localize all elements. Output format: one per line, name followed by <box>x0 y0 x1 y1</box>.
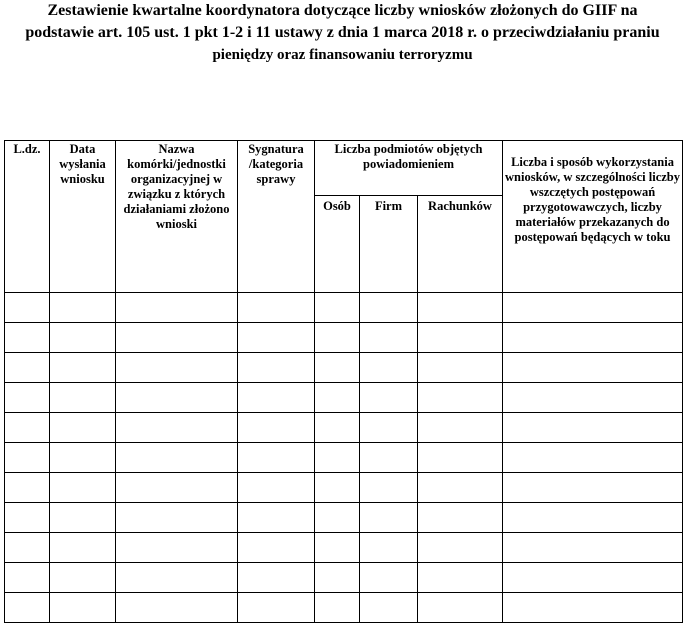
table-cell[interactable] <box>50 323 116 353</box>
header-liczba-sposob: Liczba i sposób wykorzystania wniosków, w szczególności liczby wszczętych postępowań przygotowawczych, liczby materiałów przekazanych do postępowań będących w toku <box>503 141 683 293</box>
table-cell[interactable] <box>360 323 418 353</box>
table-cell[interactable] <box>116 323 238 353</box>
table-cell[interactable] <box>238 473 315 503</box>
table-cell[interactable] <box>116 503 238 533</box>
table-cell[interactable] <box>315 473 360 503</box>
table-cell[interactable] <box>5 563 50 593</box>
table-cell[interactable] <box>5 593 50 623</box>
header-liczba-podmiotow: Liczba podmiotów objętych powiadomieniem <box>315 141 503 196</box>
table-cell[interactable] <box>360 443 418 473</box>
table-cell[interactable] <box>503 413 683 443</box>
header-rachunkow: Rachunków <box>418 196 503 293</box>
header-firm: Firm <box>360 196 418 293</box>
document-title <box>0 0 685 66</box>
table-cell[interactable] <box>238 353 315 383</box>
table-cell[interactable] <box>315 413 360 443</box>
table-cell[interactable] <box>503 593 683 623</box>
table-cell[interactable] <box>418 503 503 533</box>
title-line-3: pieniędzy oraz finansowaniu terroryzmu <box>212 47 473 63</box>
table-cell[interactable] <box>5 503 50 533</box>
table-cell[interactable] <box>50 413 116 443</box>
table-cell[interactable] <box>315 323 360 353</box>
table-cell[interactable] <box>360 533 418 563</box>
title-line-1: Zestawienie kwartalne koordynatora dotyczące liczby wniosków złożonych do GIIF na <box>47 2 638 19</box>
table-cell[interactable] <box>418 473 503 503</box>
header-osob: Osób <box>315 196 360 293</box>
table-cell[interactable] <box>360 593 418 623</box>
table-cell[interactable] <box>238 563 315 593</box>
table-cell[interactable] <box>503 533 683 563</box>
table-cell[interactable] <box>116 293 238 323</box>
header-ldz: L.dz. <box>5 141 50 293</box>
table-row <box>5 563 683 593</box>
table-cell[interactable] <box>418 443 503 473</box>
table-cell[interactable] <box>50 563 116 593</box>
table-cell[interactable] <box>315 503 360 533</box>
table-cell[interactable] <box>360 563 418 593</box>
table-row <box>5 443 683 473</box>
table-cell[interactable] <box>360 413 418 443</box>
table-cell[interactable] <box>418 593 503 623</box>
table-cell[interactable] <box>50 593 116 623</box>
table-row <box>5 383 683 413</box>
table-cell[interactable] <box>5 353 50 383</box>
table-cell[interactable] <box>50 473 116 503</box>
table-cell[interactable] <box>50 533 116 563</box>
table-cell[interactable] <box>418 383 503 413</box>
header-data-wyslania: Data wysłania wniosku <box>50 141 116 293</box>
table-cell[interactable] <box>50 353 116 383</box>
table-cell[interactable] <box>315 593 360 623</box>
table-row <box>5 473 683 503</box>
table-cell[interactable] <box>238 443 315 473</box>
table-cell[interactable] <box>315 533 360 563</box>
table-cell[interactable] <box>503 563 683 593</box>
table-cell[interactable] <box>116 413 238 443</box>
table-cell[interactable] <box>116 353 238 383</box>
table-row <box>5 323 683 353</box>
table-cell[interactable] <box>50 383 116 413</box>
table-row <box>5 533 683 563</box>
table-cell[interactable] <box>360 503 418 533</box>
table-cell[interactable] <box>315 443 360 473</box>
table-cell[interactable] <box>360 383 418 413</box>
table-cell[interactable] <box>503 353 683 383</box>
table-cell[interactable] <box>503 503 683 533</box>
table-cell[interactable] <box>238 293 315 323</box>
table-cell[interactable] <box>5 443 50 473</box>
table-cell[interactable] <box>503 293 683 323</box>
table-cell[interactable] <box>238 383 315 413</box>
table-cell[interactable] <box>5 413 50 443</box>
table-cell[interactable] <box>238 593 315 623</box>
table-cell[interactable] <box>315 293 360 323</box>
table-cell[interactable] <box>50 293 116 323</box>
table-cell[interactable] <box>238 413 315 443</box>
table-cell[interactable] <box>418 353 503 383</box>
header-nazwa-komorki: Nazwa komórki/jednostki organizacyjnej w związku z których działaniami złożono wnioski <box>116 141 238 293</box>
table-cell[interactable] <box>503 473 683 503</box>
table-cell[interactable] <box>418 563 503 593</box>
table-cell[interactable] <box>5 293 50 323</box>
table-cell[interactable] <box>503 443 683 473</box>
table-cell[interactable] <box>418 323 503 353</box>
table-cell[interactable] <box>360 473 418 503</box>
table-cell[interactable] <box>5 533 50 563</box>
table-cell[interactable] <box>50 503 116 533</box>
table-cell[interactable] <box>5 473 50 503</box>
table-row <box>5 503 683 533</box>
table-cell[interactable] <box>50 443 116 473</box>
table-cell[interactable] <box>238 323 315 353</box>
table-cell[interactable] <box>238 503 315 533</box>
table-cell[interactable] <box>418 413 503 443</box>
table-row <box>5 293 683 323</box>
table-cell[interactable] <box>116 533 238 563</box>
report-table <box>4 140 683 623</box>
title-line-2: podstawie art. 105 ust. 1 pkt 1-2 i 11 ustawy z dnia 1 marca 2018 r. o przeciwdziałaniu praniu <box>25 24 660 41</box>
table-cell[interactable] <box>238 533 315 563</box>
table-cell[interactable] <box>503 383 683 413</box>
table-body <box>5 293 683 623</box>
table-cell[interactable] <box>418 533 503 563</box>
table-cell[interactable] <box>116 473 238 503</box>
table-cell[interactable] <box>5 383 50 413</box>
table-cell[interactable] <box>315 383 360 413</box>
table-cell[interactable] <box>116 383 238 413</box>
table-row <box>5 413 683 443</box>
table-cell[interactable] <box>503 323 683 353</box>
header-sygnatura: Sygnatura /kategoria sprawy <box>238 141 315 293</box>
table-cell[interactable] <box>315 563 360 593</box>
table-cell[interactable] <box>315 353 360 383</box>
table-cell[interactable] <box>360 353 418 383</box>
table-row <box>5 353 683 383</box>
table-cell[interactable] <box>5 323 50 353</box>
table-cell[interactable] <box>116 593 238 623</box>
table-cell[interactable] <box>116 563 238 593</box>
table-cell[interactable] <box>418 293 503 323</box>
table-row <box>5 593 683 623</box>
table-cell[interactable] <box>360 293 418 323</box>
table-cell[interactable] <box>116 443 238 473</box>
